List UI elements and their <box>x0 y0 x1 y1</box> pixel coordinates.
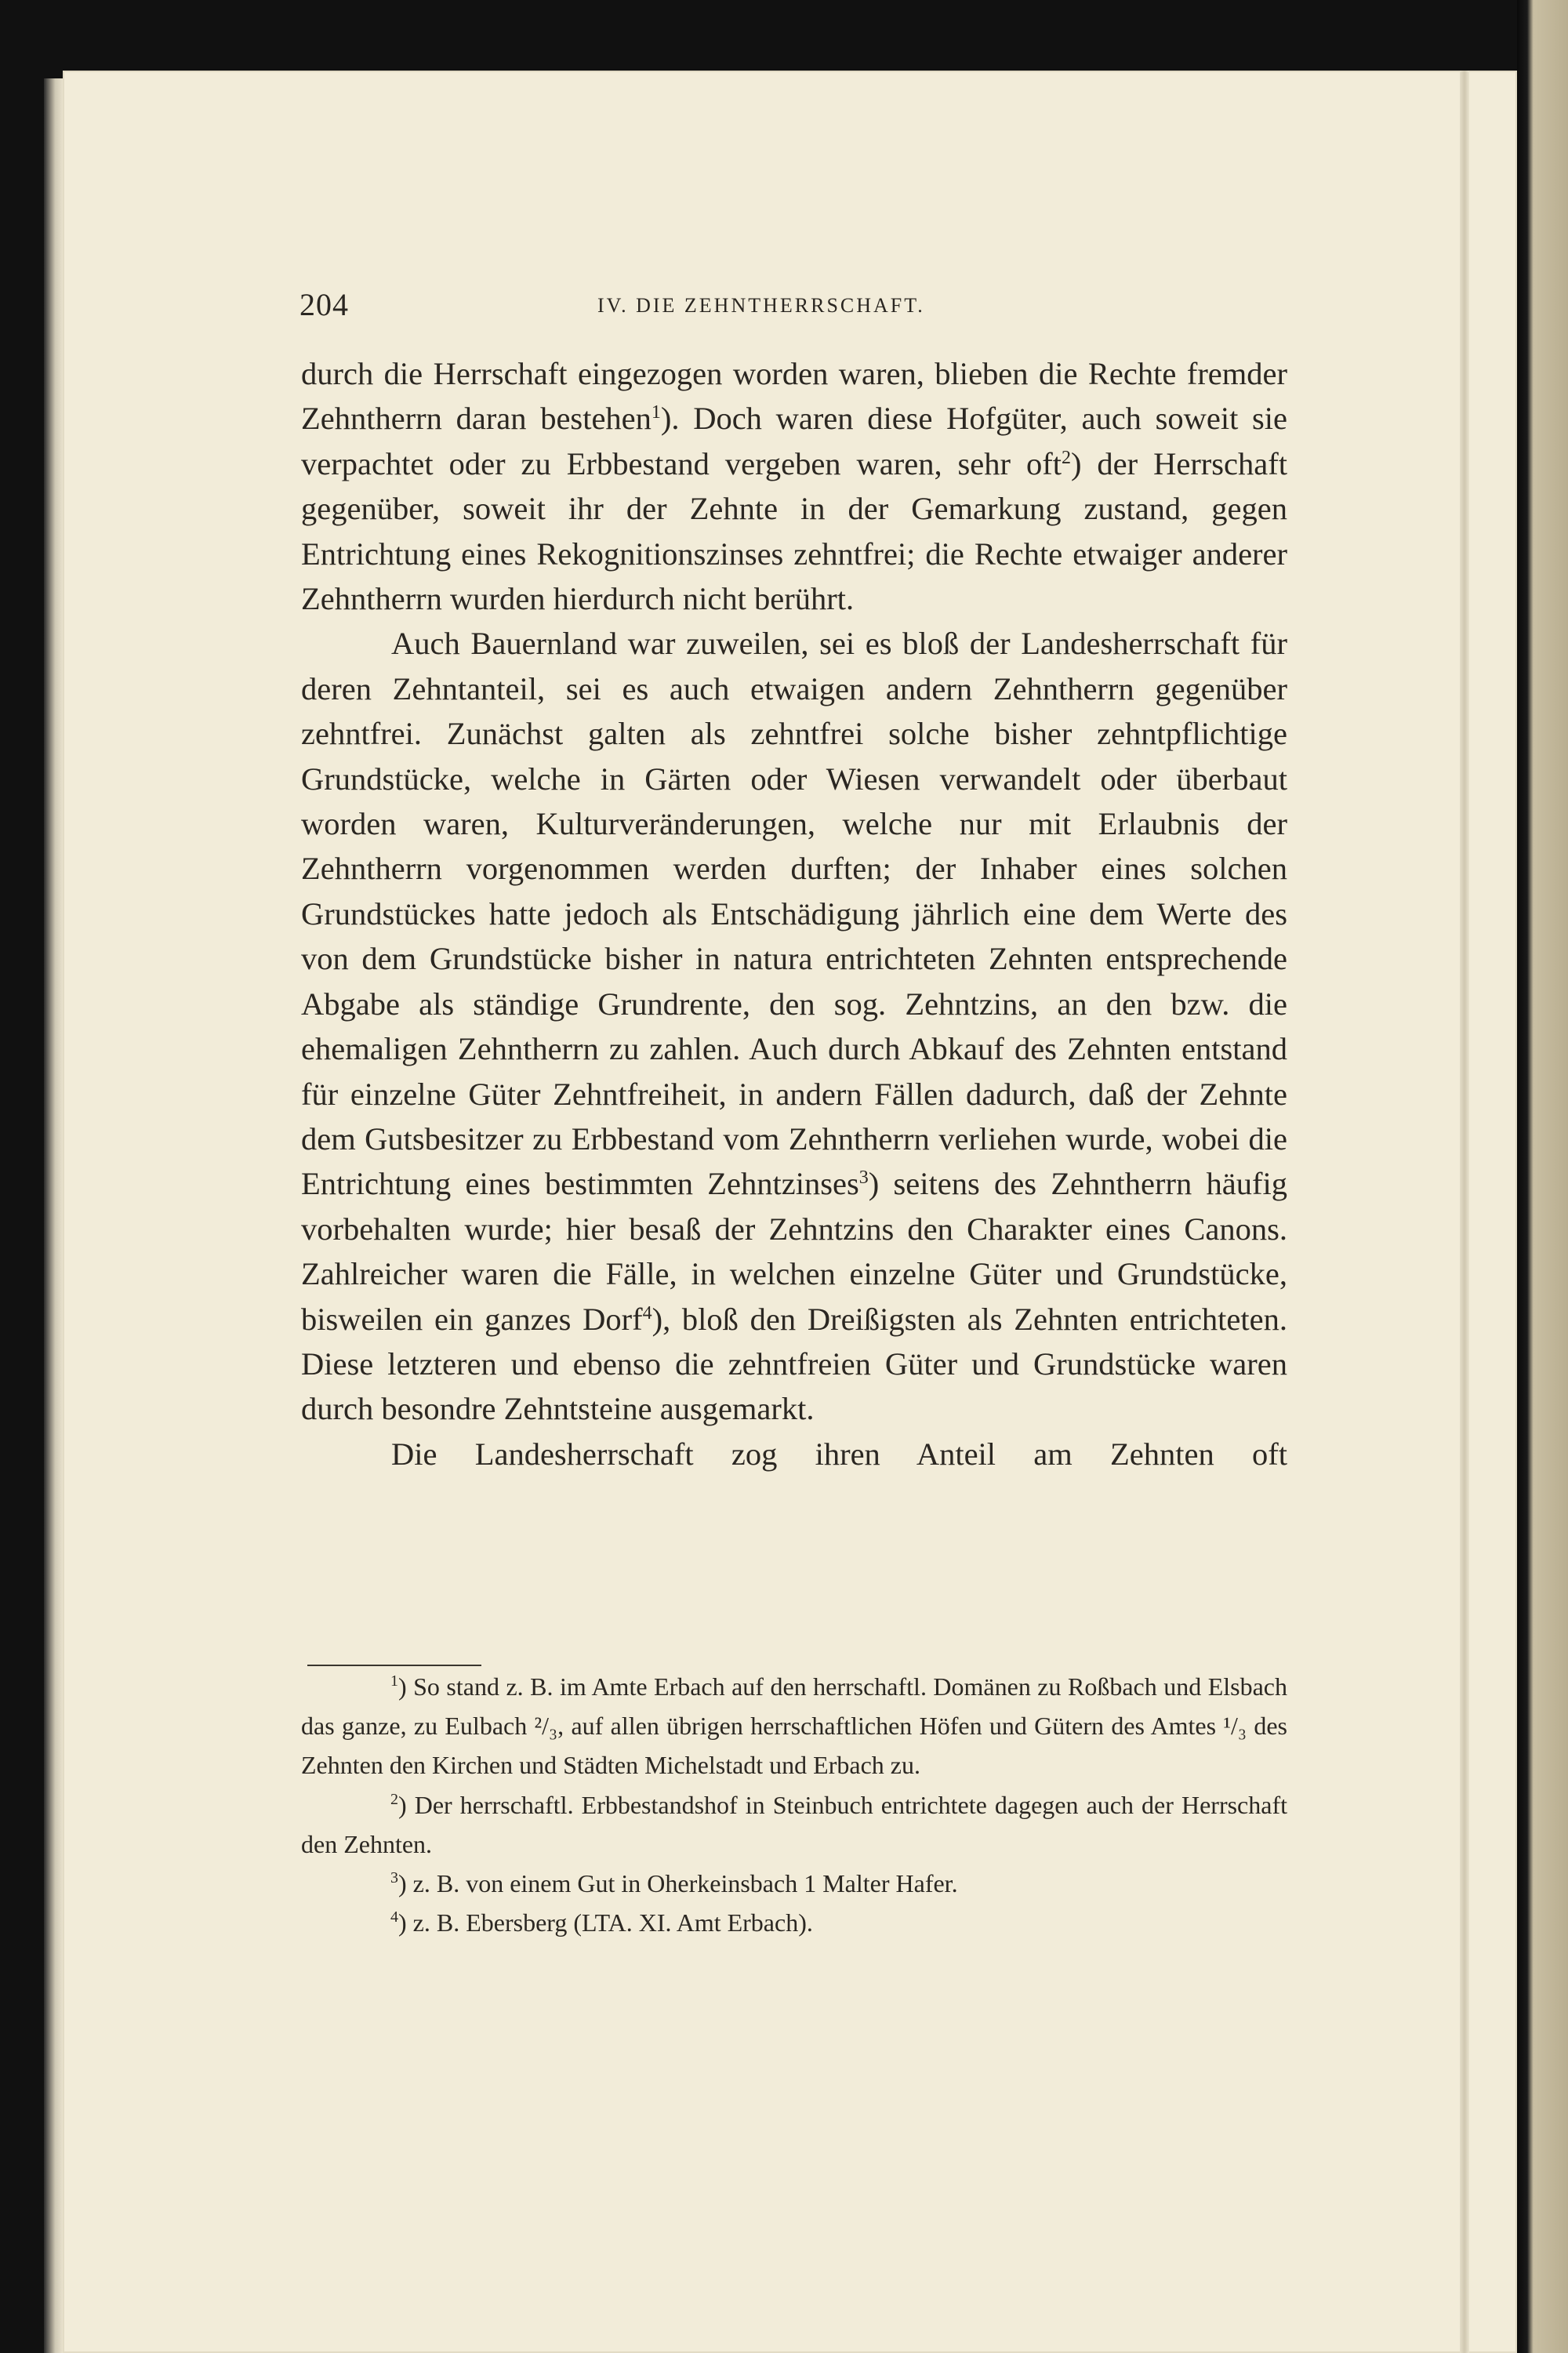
footnote-4: $^4$) z. B. Ebersberg (LTA. XI. Amt Erbach). <box>390 1908 813 1937</box>
footnote-separator <box>307 1665 481 1666</box>
page-number: 204 <box>299 287 349 322</box>
footnote-ref-1: 1 <box>651 402 661 423</box>
footnotes <box>301 1667 1287 1942</box>
footnote-3: $^3$) z. B. von einem Gut in Oherkeinsbach 1 Malter Hafer. <box>390 1869 958 1898</box>
paragraph-1: durch die Herrschaft eingezogen worden waren, blieben die Rechte fremder Zehntherrn daran bestehen$^1$). Doch waren diese Hofgüter, auch soweit sie verpachtet oder zu Erbbestand vergeben waren, sehr oft$^2$) der Herrschaft gegenüber, soweit ihr der Zehnte in der Gemarkung zustand, gegen Entrichtung eines Rekognitionszinses zehntfrei; die Rechte etwaiger anderer Zehntherrn wurden hierdurch nicht berührt. <box>301 356 1288 617</box>
footnote-ref-2: 2 <box>1061 447 1071 468</box>
footnote-ref-4: 4 <box>642 1302 652 1324</box>
paragraph-2: Auch Bauernland war zuweilen, sei es bloß der Landesherrschaft für deren Zehntanteil, sei es auch etwaigen andern Zehntherrn gegenüber zehntfrei. Zunächst galten als zehntfrei solche bisher zehntpflichtige Grundstücke, welche in Gärten oder Wiesen verwandelt oder überbaut worden waren, Kulturveränderungen, welche nur mit Erlaubnis der Zehntherrn vorgenommen werden durften; der Inhaber eines solchen Grundstückes hatte jedoch als Entschädigung jährlich eine dem Werte des von dem Grundstücke bisher in natura entrichteten Zehnten entsprechende Abgabe als ständige Grundrente, den sog. Zehntzins, an den bzw. die ehemaligen Zehntherrn zu zahlen. Auch durch Abkauf des Zehnten entstand für einzelne Güter Zehntfreiheit, in andern Fällen dadurch, daß der Zehnte dem Gutsbesitzer zu Erbbestand vom Zehntherrn verliehen wurde, wobei die Entrichtung eines bestimmten Zehntzinses$^3$) seitens des Zehntherrn häufig vorbehalten wurde; hier besaß der Zehntzins den Charakter eines Canons. Zahlreicher waren die Fälle, in welchen einzelne Güter und Grundstücke, bisweilen ein ganzes Dorf$^4$), bloß den Dreißigsten als Zehnten entrichteten. Diese letzteren und ebenso die zehntfreien Güter und Grundstücke waren durch besondre Zehntsteine ausgemarkt. <box>301 626 1288 1427</box>
page-header <box>299 286 1319 325</box>
footnote-1: $^1$) So stand z. B. im Amte Erbach auf den herrschaftl. Domänen zu Roßbach und Elsbach das ganze, zu Eulbach ²/₃, auf allen übrigen herrschaftlichen Höfen und Gütern des Amtes ¹/₃ des Zehnten den Kirchen und Städten Michelstadt und Erbach zu. <box>301 1672 1287 1780</box>
running-head: IV. DIE ZEHNTHERRSCHAFT. <box>597 294 925 317</box>
book-left-edge <box>44 78 63 2353</box>
page-fold <box>1460 71 1469 2353</box>
body-text <box>301 351 1287 1476</box>
next-page-edge <box>1517 0 1568 2353</box>
paragraph-3: Die Landesherrschaft zog ihren Anteil am Zehnten oft <box>391 1436 1287 1472</box>
footnote-ref-3: 3 <box>858 1167 869 1189</box>
footnote-2: $^2$) Der herrschaftl. Erbbestandshof in Steinbuch entrichtete dagegen auch der Herrschaft den Zehnten. <box>301 1790 1287 1858</box>
